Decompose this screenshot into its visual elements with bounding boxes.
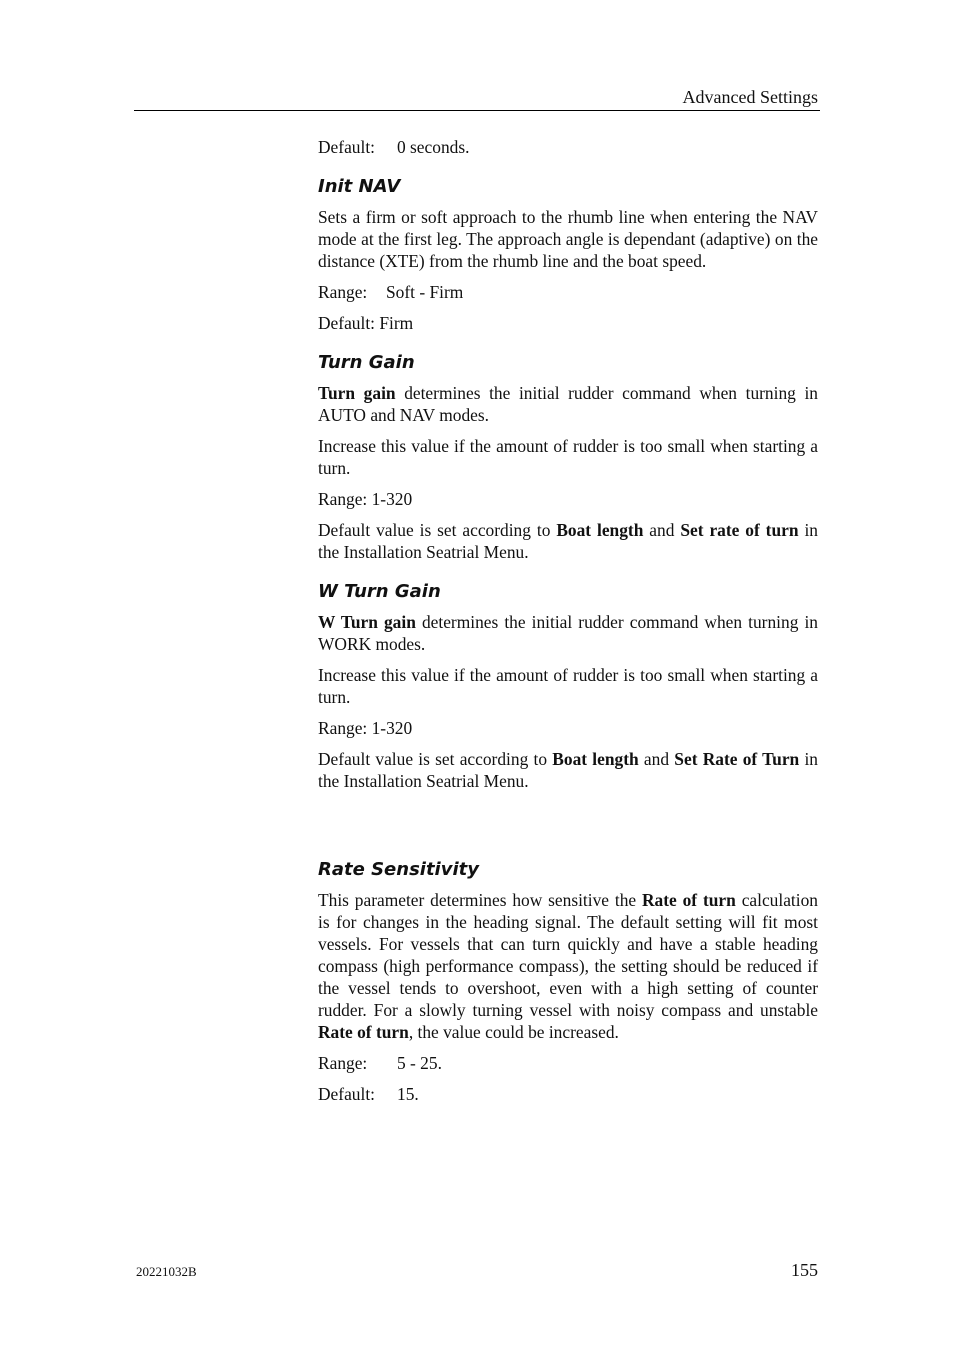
text-run: and <box>643 520 681 540</box>
bold-term: Set Rate of Turn <box>674 749 800 769</box>
range-value: 5 - 25. <box>397 1053 442 1073</box>
bold-term: W Turn gain <box>318 612 416 632</box>
text-run: Default value is set according to <box>318 520 557 540</box>
range-value: Soft - Firm <box>386 282 464 302</box>
text-run: in the Installation Seatrial Menu. <box>318 749 818 791</box>
w-turn-gain-range: Range: 1-320 <box>318 718 413 738</box>
text-run: determines the initial rudder command when turning in WORK modes. <box>318 612 818 654</box>
running-header: Advanced Settings <box>682 87 818 107</box>
init-nav-default: Default: Firm <box>318 313 414 333</box>
w-turn-gain-heading: W Turn Gain <box>318 581 441 602</box>
rate-sensitivity-range-line <box>318 1052 818 1074</box>
turn-gain-p4 <box>318 519 818 563</box>
default-value: 15. <box>397 1084 419 1104</box>
header-rule <box>134 110 820 111</box>
default-label: Default: <box>318 1084 375 1104</box>
bold-term: Turn gain <box>318 383 396 403</box>
bold-term: Rate of turn <box>641 890 736 910</box>
default-value: 0 seconds. <box>397 137 470 157</box>
turn-gain-heading: Turn Gain <box>318 352 415 373</box>
turn-gain-p1 <box>318 382 818 426</box>
top-default-line <box>318 136 818 158</box>
text-run: Default value is set according to <box>318 749 553 769</box>
text-run: determines the initial rudder command when turning in AUTO and NAV modes. <box>318 383 818 425</box>
text-run: calculation is for changes in the heading signal. The default setting will fit most vessels. For vessels that can turn quickly and have a stable heading compass (high performance compass), the setting should be reduced if the vessel tends to overshoot, even with a high setting of counter rudder. For a slowly turning vessel with noisy compass and unstable <box>318 890 818 1020</box>
w-turn-gain-p4 <box>318 748 818 792</box>
init-nav-heading: Init NAV <box>318 176 401 197</box>
text-run: in the Installation Seatrial Menu. <box>318 520 818 562</box>
default-label: Default: <box>318 137 375 157</box>
bold-term: Rate of turn <box>318 1022 409 1042</box>
rate-sensitivity-default-line <box>318 1083 818 1105</box>
init-nav-body: Sets a firm or soft approach to the rhumb line when entering the NAV mode at the first leg. The approach angle is dependant (adaptive) on the distance (XTE) from the rhumb line and the boat speed. <box>318 207 818 271</box>
text-run: , the value could be increased. <box>408 1022 619 1042</box>
bold-term: Set rate of turn <box>680 520 799 540</box>
section-spacer <box>318 801 818 841</box>
text-run: and <box>638 749 675 769</box>
init-nav-range-line <box>318 281 818 303</box>
range-label: Range: <box>318 1053 368 1073</box>
range-label: Range: <box>318 282 368 302</box>
page-content <box>318 136 818 1114</box>
turn-gain-range: Range: 1-320 <box>318 489 413 509</box>
w-turn-gain-p2: Increase this value if the amount of rudder is too small when starting a turn. <box>318 665 818 707</box>
document-code: 20221032B <box>136 1264 197 1279</box>
bold-term: Boat length <box>552 749 639 769</box>
w-turn-gain-p1 <box>318 611 818 655</box>
rate-sensitivity-heading: Rate Sensitivity <box>318 859 479 880</box>
page-number: 155 <box>791 1260 818 1280</box>
rate-sensitivity-body <box>318 889 818 1043</box>
text-run: This parameter determines how sensitive the <box>318 890 642 910</box>
bold-term: Boat length <box>556 520 644 540</box>
turn-gain-p2: Increase this value if the amount of rudder is too small when starting a turn. <box>318 436 818 478</box>
